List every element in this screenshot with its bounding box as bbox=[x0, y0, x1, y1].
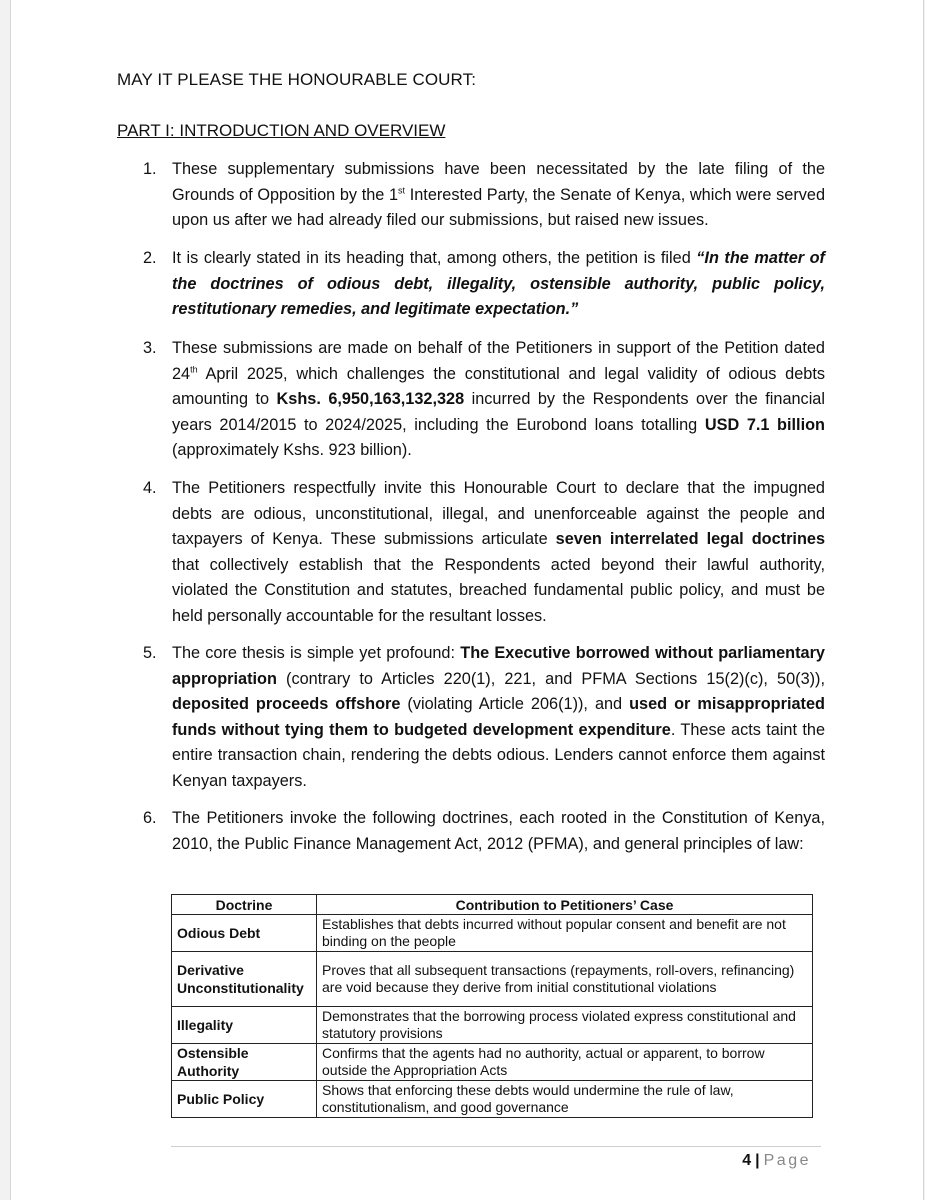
footer-separator: | bbox=[755, 1152, 760, 1169]
text-run: . These acts taint the entire transaction chain, rendering the debts odious. Lenders cannot enforce them against Kenyan taxpayers. bbox=[172, 720, 825, 790]
document-page bbox=[10, 0, 924, 1200]
doctrines-table bbox=[171, 894, 813, 1118]
doctrine-cell: Ostensible Authority bbox=[172, 1044, 317, 1081]
eurobond-amount: USD 7.1 billion bbox=[704, 415, 825, 434]
column-header: Contribution to Petitioners’ Case bbox=[317, 895, 813, 915]
paragraph-1 bbox=[143, 157, 825, 234]
doctrine-cell: Odious Debt bbox=[172, 915, 317, 952]
superscript: th bbox=[190, 364, 198, 375]
contribution-cell: Establishes that debts incurred without popular consent and benefit are not binding on the people bbox=[317, 915, 813, 952]
paragraph-5 bbox=[143, 641, 825, 794]
contribution-cell: Demonstrates that the borrowing process violated express constitutional and statutory provisions bbox=[317, 1007, 813, 1044]
table-row bbox=[172, 1081, 813, 1118]
debt-amount: Kshs. 6,950,163,132,328 bbox=[276, 390, 465, 408]
text-run: (violating Article 206(1)), and bbox=[400, 695, 630, 713]
section-heading: PART I: INTRODUCTION AND OVERVIEW bbox=[117, 121, 446, 140]
paragraph-2 bbox=[143, 246, 825, 323]
paragraph-number: 1. bbox=[143, 160, 157, 178]
text-run: that collectively establish that the Respondents acted beyond their lawful authority, violated the Constitution and statutes, breached fundamental public policy, and must be held personally accountable for the resultant losses. bbox=[172, 555, 825, 625]
text-run: These submissions are made on behalf of the Petitioners in support of the Petition dated 24 bbox=[172, 339, 825, 383]
text-run: The core thesis is simple yet profound: bbox=[172, 644, 461, 662]
paragraph-text bbox=[172, 246, 825, 323]
doctrine-cell: Derivative Unconstitutionality bbox=[172, 952, 317, 1007]
quoted-heading: “In the matter of the doctrines of odious debt, illegality, ostensible authority, public policy, restitutionary remedies, and legitimate expectation.” bbox=[172, 249, 825, 318]
text-run: These supplementary submissions have been necessitated by the late filing of the Grounds of Opposition by the 1 bbox=[172, 160, 825, 204]
paragraph-number: 5. bbox=[143, 644, 157, 662]
paragraph-text bbox=[172, 157, 825, 234]
doctrine-cell: Illegality bbox=[172, 1007, 317, 1044]
paragraph-number: 6. bbox=[143, 809, 157, 827]
text-run: April 2025, which challenges the constitutional and legal validity of odious debts amounting to bbox=[172, 364, 825, 408]
paragraph-number: 4. bbox=[143, 479, 157, 497]
page-footer bbox=[742, 1152, 811, 1170]
page-label: Page bbox=[763, 1152, 811, 1169]
paragraph-text bbox=[172, 336, 825, 464]
page-number: 4 bbox=[742, 1152, 752, 1169]
text-run: (approximately Kshs. 923 billion). bbox=[172, 441, 412, 459]
doctrine-cell: Public Policy bbox=[172, 1081, 317, 1118]
contribution-cell: Confirms that the agents had no authority, actual or apparent, to borrow outside the Appropriation Acts bbox=[317, 1044, 813, 1081]
paragraph-text bbox=[172, 641, 825, 794]
bold-phrase: The Executive borrowed without parliamentary appropriation bbox=[172, 644, 825, 688]
paragraph-text: The Petitioners invoke the following doctrines, each rooted in the Constitution of Kenya, 2010, the Public Finance Management Act, 2012 (PFMA), and general principles of law: bbox=[172, 809, 825, 853]
bold-phrase: deposited proceeds offshore bbox=[172, 695, 401, 713]
text-run: (contrary to Articles 220(1), 221, and PFMA Sections 15(2)(c), 50(3)), bbox=[276, 669, 825, 688]
paragraph-text bbox=[172, 476, 825, 629]
paragraph-4 bbox=[143, 476, 825, 629]
table-row bbox=[172, 952, 813, 1007]
table-row bbox=[172, 1007, 813, 1044]
paragraph-number: 2. bbox=[143, 249, 157, 267]
text-run: It is clearly stated in its heading that, among others, the petition is filed bbox=[172, 249, 697, 267]
footer-divider bbox=[171, 1146, 821, 1147]
paragraph-3 bbox=[143, 336, 825, 464]
bold-phrase: used or misappropriated funds without tying them to budgeted development expenditure bbox=[172, 695, 825, 739]
table-row bbox=[172, 915, 813, 952]
text-run: The Petitioners respectfully invite this Honourable Court to declare that the impugned debts are odious, unconstitutional, illegal, and unenforceable against the people and taxpayers of Kenya. These submissions articulate bbox=[172, 479, 825, 548]
table-row bbox=[172, 1044, 813, 1081]
table-header-row bbox=[172, 895, 813, 915]
paragraph-number: 3. bbox=[143, 339, 157, 357]
text-run: incurred by the Respondents over the financial years 2014/2015 to 2024/2025, including the Eurobond loans totalling bbox=[172, 390, 825, 434]
text-run: Interested Party, the Senate of Kenya, which were served upon us after we had already filed our submissions, but raised new issues. bbox=[172, 185, 825, 229]
contribution-cell: Shows that enforcing these debts would undermine the rule of law, constitutionalism, and good governance bbox=[317, 1081, 813, 1118]
paragraph-6 bbox=[143, 806, 825, 857]
bold-phrase: seven interrelated legal doctrines bbox=[555, 530, 825, 548]
contribution-cell: Proves that all subsequent transactions (repayments, roll-overs, refinancing) are void because they derive from initial constitutional violations bbox=[317, 952, 813, 1007]
salutation: MAY IT PLEASE THE HONOURABLE COURT: bbox=[117, 70, 477, 89]
column-header: Doctrine bbox=[172, 895, 317, 915]
superscript: st bbox=[398, 185, 406, 196]
